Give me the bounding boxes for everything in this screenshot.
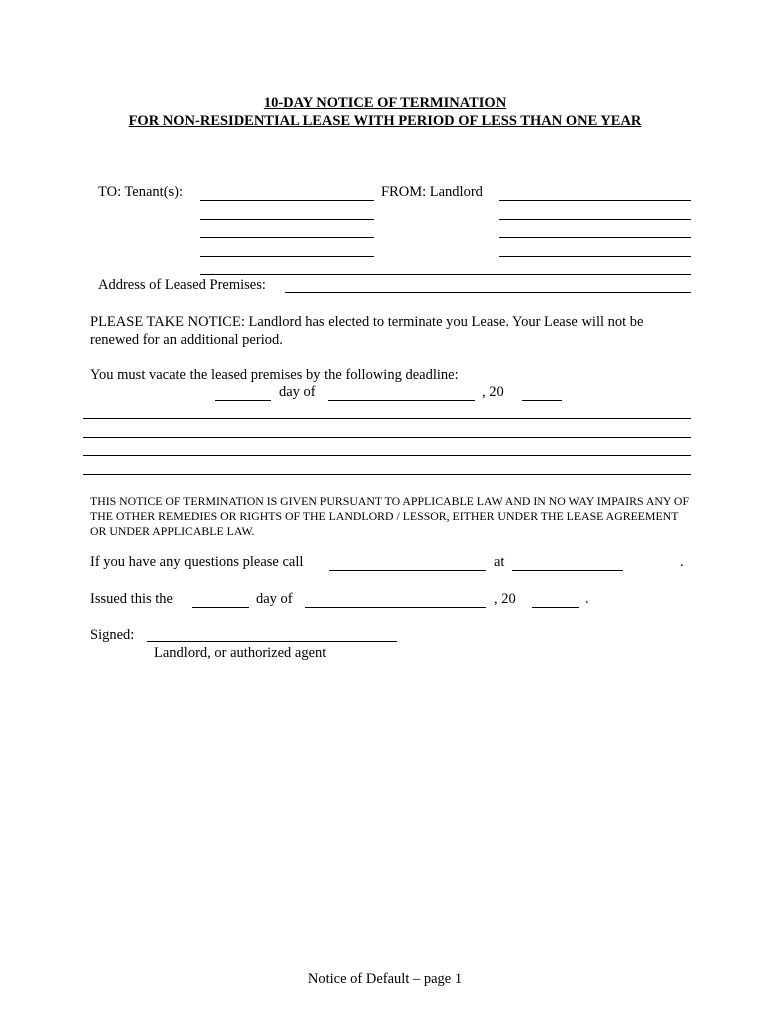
issued-day-of-label: day of [256, 591, 293, 607]
tenant-name-field-1[interactable] [200, 200, 374, 201]
signature-field[interactable] [147, 641, 397, 642]
issued-period: . [585, 591, 589, 607]
questions-label: If you have any questions please call [90, 554, 304, 570]
tenant-name-field-2[interactable] [200, 219, 374, 220]
landlord-name-field-4[interactable] [499, 256, 691, 257]
issued-label: Issued this the [90, 591, 173, 607]
issued-year-field[interactable] [532, 607, 579, 608]
address-label: Address of Leased Premises: [98, 277, 266, 293]
to-tenant-label: TO: Tenant(s): [98, 184, 184, 200]
document-title: 10-DAY NOTICE OF TERMINATION [263, 95, 507, 111]
notice-paragraph: PLEASE TAKE NOTICE: Landlord has elected to terminate you Lease. Your Lease will not be renewed for an additional period. [90, 314, 644, 348]
contact-phone-field[interactable] [512, 570, 623, 571]
deadline-year-field[interactable] [522, 400, 562, 401]
issued-year-prefix: , 20 [494, 591, 516, 607]
address-field-line-2[interactable] [285, 292, 691, 293]
issued-day-field[interactable] [192, 607, 249, 608]
blank-line-3[interactable] [83, 455, 691, 456]
contact-name-field[interactable] [329, 570, 486, 571]
blank-line-1[interactable] [83, 418, 691, 419]
document-subtitle: FOR NON-RESIDENTIAL LEASE WITH PERIOD OF LESS THAN ONE YEAR [128, 113, 642, 129]
deadline-year-prefix: , 20 [482, 384, 504, 400]
blank-line-2[interactable] [83, 437, 691, 438]
vacate-sentence: You must vacate the leased premises by the following deadline: [90, 367, 459, 383]
issued-month-field[interactable] [305, 607, 486, 608]
signer-caption: Landlord, or authorized agent [154, 645, 327, 661]
address-field-line-1[interactable] [200, 274, 691, 275]
questions-period: . [680, 554, 684, 570]
landlord-name-field-2[interactable] [499, 219, 691, 220]
tenant-name-field-3[interactable] [200, 237, 374, 238]
deadline-month-field[interactable] [328, 400, 475, 401]
signed-label: Signed: [90, 627, 135, 643]
page-footer: Notice of Default – page 1 [307, 971, 463, 987]
landlord-name-field-3[interactable] [499, 237, 691, 238]
blank-line-4[interactable] [83, 474, 691, 475]
deadline-day-field[interactable] [215, 400, 271, 401]
legal-notice: THIS NOTICE OF TERMINATION IS GIVEN PURSUANT TO APPLICABLE LAW AND IN NO WAY IMPAIRS ANY OF THE OTHER REMEDIES OR RIGHTS OF THE LANDLORD / LESSOR, EITHER UNDER THE LEASE AGREEMENT OR UNDER APPLICABLE LAW. [90, 494, 690, 538]
from-landlord-label: FROM: Landlord [381, 184, 483, 200]
at-label: at [494, 554, 505, 570]
landlord-name-field-1[interactable] [499, 200, 691, 201]
tenant-name-field-4[interactable] [200, 256, 374, 257]
deadline-day-of-label: day of [279, 384, 316, 400]
